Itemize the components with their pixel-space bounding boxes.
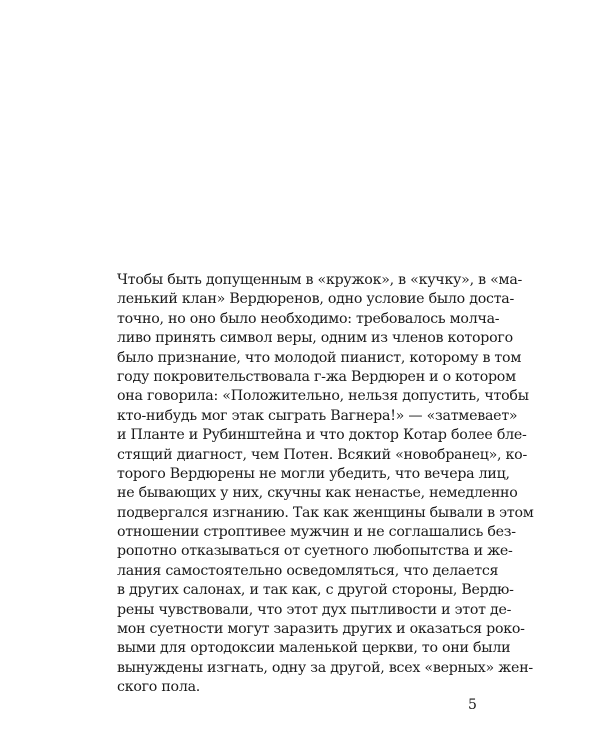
text-line-16: лания самостоятельно осведомляться, что делается [117,562,499,579]
text-line-12: не бывающих у них, скучны как ненастье, немедленно [117,485,518,502]
text-line-18: рены чувствовали, что этот дух пытливости и этот де- [117,601,512,618]
text-line-13: подвергался изгнанию. Так как женщины бывали в этом [117,504,534,521]
text-line-22: ского пола. [117,679,201,696]
text-line-8: кто-нибудь мог этак сыграть Вагнера!» — «затмевает» [117,407,518,424]
text-line-6: году покровительствовала г-жа Вердюрен и о котором [117,368,516,385]
text-line-4: ливо принять символ веры, одним из членов которого [117,330,513,347]
text-line-19: мон суетности могут заразить других и оказаться роко- [117,621,525,638]
text-line-15: ропотно отказываться от суетного любопытства и же- [117,543,513,560]
text-line-3: точно, но оно было необходимо: требовалось молча- [117,310,500,327]
text-line-17: в других салонах, и так как, с другой стороны, Вердю- [117,582,514,599]
body-paragraph [117,271,534,698]
text-line-10: стящий диагност, чем Потен. Всякий «новобранец», ко- [117,446,527,463]
page-number: 5 [468,697,477,713]
text-line-14: отношении строптивее мужчин и не соглашались без- [117,524,516,541]
text-line-11: торого Вердюрены не могли убедить, что вечера лиц, [117,465,510,482]
text-line-7: она говорила: «Положительно, нельзя допустить, чтобы [117,388,529,405]
text-line-21: вынуждены изгнать, одну за другой, всех «верных» жен- [117,659,533,676]
text-line-2: ленький клан» Вердюренов, одно условие было доста- [117,291,515,308]
text-line-5: было признание, что молодой пианист, которому в том [117,349,522,366]
text-line-20: выми для ортодоксии маленькой церкви, то они были [117,640,511,657]
text-line-9: и Планте и Рубинштейна и что доктор Котар более бле- [117,427,527,444]
text-line-1: Чтобы быть допущенным в «кружок», в «кучку», в «ма- [117,272,523,288]
